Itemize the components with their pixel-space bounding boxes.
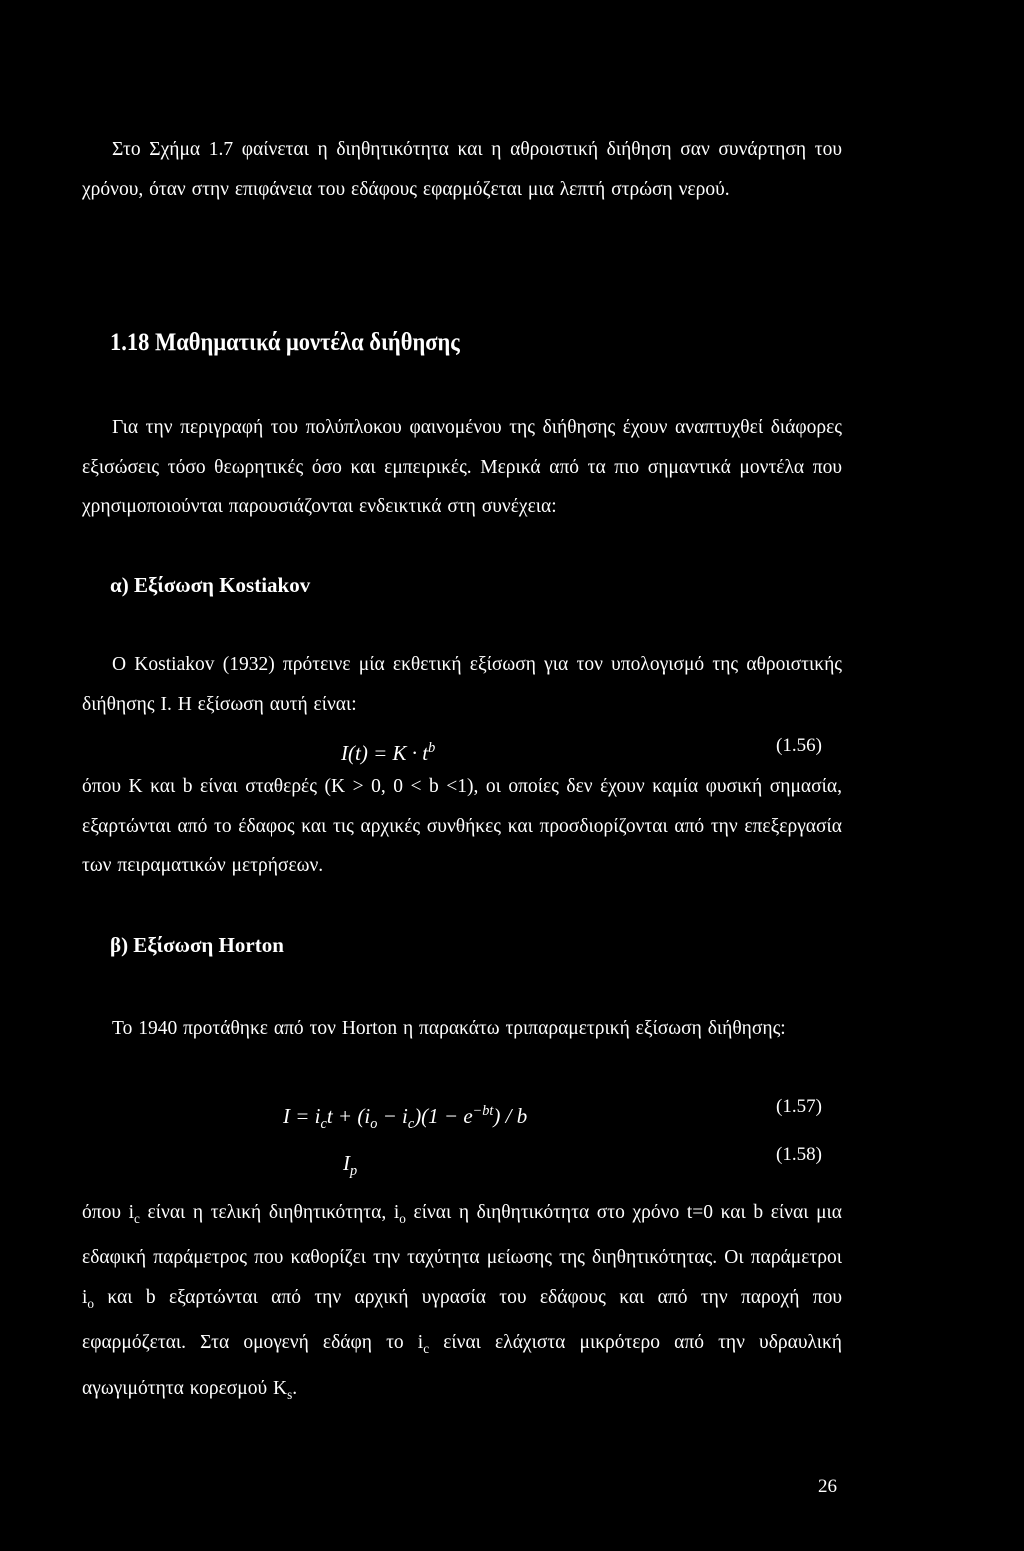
equation-number-156: (1.56) <box>776 735 822 756</box>
equation-horton-exponent: −bt <box>472 1103 494 1119</box>
subheading-kostiakov: α) Εξίσωση Kostiakov <box>110 573 311 597</box>
paragraph-models: Για την περιγραφή του πολύπλοκου φαινομένου της διήθησης έχουν αναπτυχθεί διάφορες εξισώσεις τόσο θεωρητικές όσο και εμπειρικές. Μερικά από τα πιο σημαντικά μοντέλα που χρησιμοποιούνται παρουσιάζονται ενδεικτικά στη συνέχεια: <box>82 417 842 517</box>
equation-horton <box>283 1096 527 1139</box>
paragraph-horton-definitions <box>82 1193 842 1414</box>
text-run: είναι η διηθητικότητα στο χρόνο t=0 και b είναι μια εδαφική παράμετρος που καθορίζει την ταχύτητα μείωσης της διηθητικότητας. Οι παράμετροι i <box>82 1202 842 1308</box>
paragraph-intro: Στο Σχήμα 1.7 φαίνεται η διηθητικότητα και η αθροιστική διήθηση σαν συνάρτηση του χρόνου, όταν στην επιφάνεια του εδάφους εφαρμόζεται μια λεπτή στρώση νερού. <box>82 139 842 200</box>
paragraph-kostiakov-constants: όπου K και b είναι σταθερές (K > 0, 0 < b <1), οι οποίες δεν έχουν καμία φυσική σημασία, εξαρτώνται από το έδαφος και τις αρχικές συνθήκες και προσδιορίζονται από την επεξεργασία των πειραματικών μετρήσεων. <box>82 776 842 876</box>
equation-number-157: (1.57) <box>776 1096 822 1117</box>
subscript-c: c <box>134 1210 140 1226</box>
equation-horton-part: − i <box>377 1104 408 1128</box>
equation-horton-part: )(1 − e <box>414 1104 473 1128</box>
subscript-s: s <box>287 1386 293 1402</box>
text-run: είναι η τελική διηθητικότητα, i <box>139 1202 400 1223</box>
equation-third <box>343 1148 357 1186</box>
text-run: και b εξαρτώνται από την αρχική υγρασία του εδάφους και από την παροχή που εφαρμόζεται. Στα ομογενή εδάφη το i <box>82 1286 842 1354</box>
text-run: . <box>292 1377 298 1399</box>
text-run: όπου i <box>82 1202 135 1223</box>
subheading-horton: β) Εξίσωση Horton <box>110 933 284 957</box>
equation-horton-subscript: o <box>370 1116 378 1133</box>
equation-horton-subscript: c <box>320 1116 327 1133</box>
section-heading: 1.18 Μαθηματικά μοντέλα διήθησης <box>110 329 460 356</box>
text-run: είναι ελάχιστα μικρότερο από την υδραυλική αγωγιμότητα κορεσμού K <box>82 1332 842 1399</box>
equation-kostiakov-body: I(t) = K · t <box>341 741 429 765</box>
equation-horton-subscript: c <box>407 1116 415 1133</box>
subscript-c: c <box>423 1341 430 1357</box>
subscript-o: o <box>87 1295 95 1311</box>
subscript-o: o <box>399 1210 406 1226</box>
equation-kostiakov-exponent: b <box>428 740 436 756</box>
equation-third-symbol: I <box>343 1151 350 1175</box>
equation-kostiakov <box>341 733 435 768</box>
equation-horton-part: ) / b <box>493 1104 528 1128</box>
equation-horton-part: I = i <box>283 1104 321 1128</box>
page-number: 26 <box>818 1476 837 1497</box>
equation-horton-part: t + (i <box>326 1104 371 1128</box>
equation-number-158: (1.58) <box>776 1144 822 1165</box>
paragraph-kostiakov: Ο Kostiakov (1932) πρότεινε μία εκθετική εξίσωση για τον υπολογισμό της αθροιστικής διήθησης Ι. Η εξίσωση αυτή είναι: <box>82 654 842 715</box>
equation-third-subscript: p <box>350 1163 358 1180</box>
paragraph-horton: Το 1940 προτάθηκε από τον Horton η παρακάτω τριπαραμετρική εξίσωση διήθησης: <box>112 1018 786 1039</box>
